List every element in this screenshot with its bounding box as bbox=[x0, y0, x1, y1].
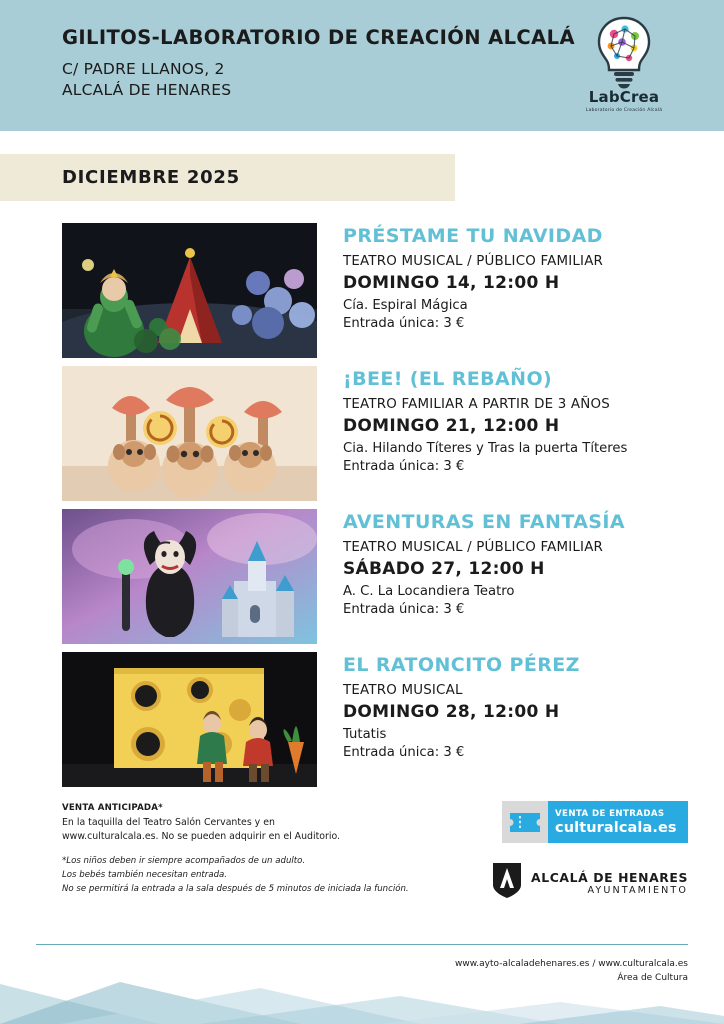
advance-sale-line-1: En la taquilla del Teatro Salón Cervantes y en bbox=[62, 817, 275, 828]
ticket-sales-badge[interactable] bbox=[502, 801, 688, 843]
venue-address-line-2: ALCALÁ DE HENARES bbox=[62, 80, 232, 99]
event-title: PRÉSTAME TU NAVIDAD bbox=[343, 225, 603, 247]
month-banner bbox=[0, 154, 455, 201]
footer-urls bbox=[455, 958, 688, 986]
list-item bbox=[0, 509, 724, 644]
note-children: *Los niños deben ir siempre acompañados de un adulto. bbox=[62, 856, 306, 867]
logo-subtitle: Laboratorio de Creación Alcalá bbox=[585, 108, 663, 113]
event-price: Entrada única: 3 € bbox=[343, 602, 465, 617]
ayto-name: ALCALÁ DE HENARES bbox=[531, 869, 688, 885]
lightbulb-brain-icon bbox=[570, 14, 678, 90]
page-title: GILITOS-LABORATORIO DE CREACIÓN ALCALÁ bbox=[62, 26, 575, 49]
footer-divider bbox=[36, 944, 688, 945]
event-title: ¡BEE! (EL REBAÑO) bbox=[343, 368, 553, 390]
event-price: Entrada única: 3 € bbox=[343, 745, 465, 760]
event-info bbox=[317, 652, 580, 787]
event-company: Cia. Hilando Títeres y Tras la puerta Títeres bbox=[343, 441, 628, 456]
ticket-icon bbox=[502, 801, 548, 843]
event-info bbox=[317, 223, 603, 358]
event-image bbox=[62, 366, 317, 501]
ticket-badge-url: culturalcala.es bbox=[555, 819, 677, 836]
venue-address-line-1: C/ PADRE LLANOS, 2 bbox=[62, 60, 225, 78]
list-item bbox=[0, 223, 724, 358]
note-late-entry: No se permitirá la entrada a la sala después de 5 minutos de iniciada la función. bbox=[62, 883, 409, 894]
event-date: DOMINGO 14, 12:00 H bbox=[343, 273, 560, 293]
labcrea-logo bbox=[570, 14, 678, 126]
list-item bbox=[0, 366, 724, 501]
event-image bbox=[62, 223, 317, 358]
event-info bbox=[317, 366, 627, 501]
event-company: Cía. Espiral Mágica bbox=[343, 298, 468, 313]
footer-department: Área de Cultura bbox=[617, 972, 688, 983]
event-genre: TEATRO MUSICAL / PÚBLICO FAMILIAR bbox=[343, 254, 604, 269]
event-date: DOMINGO 21, 12:00 H bbox=[343, 416, 560, 436]
event-title: EL RATONCITO PÉREZ bbox=[343, 654, 580, 676]
footer-notes bbox=[0, 803, 724, 897]
month-label: DICIEMBRE 2025 bbox=[62, 167, 240, 188]
ayuntamiento-text bbox=[531, 870, 688, 896]
event-image bbox=[62, 652, 317, 787]
event-title: AVENTURAS EN FANTASÍA bbox=[343, 511, 625, 533]
event-image bbox=[62, 509, 317, 644]
advance-sale-line-2: www.culturalcala.es. No se pueden adquirir en el Auditorio. bbox=[62, 830, 341, 842]
note-babies: Los bebés también necesitan entrada. bbox=[62, 870, 228, 880]
ayuntamiento-logo bbox=[490, 861, 688, 904]
logo-name: LabCrea bbox=[588, 88, 660, 106]
ticket-text bbox=[548, 809, 677, 836]
event-info bbox=[317, 509, 625, 644]
event-genre: TEATRO MUSICAL bbox=[343, 683, 463, 698]
event-company: Tutatis bbox=[343, 727, 387, 742]
page-footer bbox=[0, 944, 724, 1024]
ticket-badge-title: VENTA DE ENTRADAS bbox=[555, 808, 665, 819]
event-price: Entrada única: 3 € bbox=[343, 459, 465, 474]
event-genre: TEATRO FAMILIAR A PARTIR DE 3 AÑOS bbox=[343, 397, 610, 412]
ayto-subtitle: AYUNTAMIENTO bbox=[587, 884, 688, 896]
event-date: SÁBADO 27, 12:00 H bbox=[343, 559, 545, 579]
event-list bbox=[0, 223, 724, 787]
event-genre: TEATRO MUSICAL / PÚBLICO FAMILIAR bbox=[343, 540, 604, 555]
footer-websites: www.ayto-alcaladehenares.es / www.culturalcala.es bbox=[455, 959, 688, 969]
advance-sale-heading: VENTA ANTICIPADA* bbox=[62, 803, 163, 813]
event-date: DOMINGO 28, 12:00 H bbox=[343, 702, 560, 722]
event-company: A. C. La Locandiera Teatro bbox=[343, 584, 515, 599]
event-price: Entrada única: 3 € bbox=[343, 316, 465, 331]
page-header bbox=[0, 0, 724, 131]
coat-of-arms-icon bbox=[490, 861, 524, 904]
spacer bbox=[62, 843, 724, 855]
list-item bbox=[0, 652, 724, 787]
